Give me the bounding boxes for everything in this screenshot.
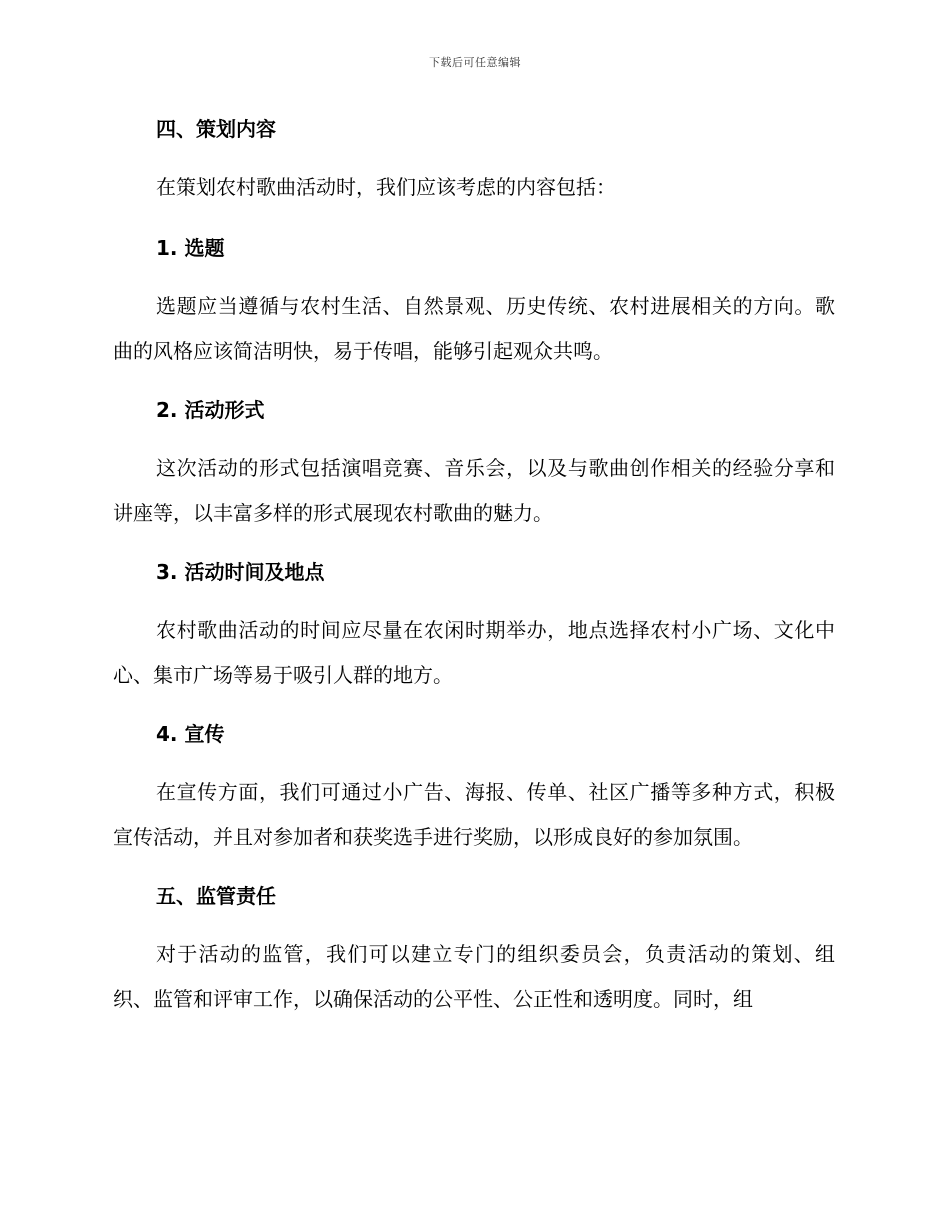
- supervision-paragraph: 对于活动的监管，我们可以建立专门的组织委员会，负责活动的策划、组织、监管和评审工作，以确保活动的公平性、公正性和透明度。同时，组: [113, 942, 835, 1011]
- section-heading-supervision: 五、监管责任: [156, 884, 276, 908]
- subheading-publicity: 4. 宣传: [156, 722, 225, 746]
- publicity-paragraph: 在宣传方面，我们可通过小广告、海报、传单、社区广播等多种方式，积极宣传活动，并且对参加者和获奖选手进行奖励，以形成良好的参加氛围。: [113, 780, 835, 849]
- activity-format-paragraph: 这次活动的形式包括演唱竞赛、音乐会，以及与歌曲创作相关的经验分享和讲座等，以丰富多样的形式展现农村歌曲的魅力。: [113, 456, 835, 525]
- page-header: 下载后可任意编辑: [429, 56, 521, 69]
- subheading-activity-format: 2. 活动形式: [156, 398, 265, 422]
- intro-paragraph: 在策划农村歌曲活动时，我们应该考虑的内容包括：: [156, 175, 616, 199]
- section-heading-planning-content: 四、策划内容: [156, 117, 276, 141]
- topic-paragraph: 选题应当遵循与农村生活、自然景观、历史传统、农村进展相关的方向。歌曲的风格应该简洁明快，易于传唱，能够引起观众共鸣。: [113, 294, 835, 363]
- time-location-paragraph: 农村歌曲活动的时间应尽量在农闲时期举办，地点选择农村小广场、文化中心、集市广场等易于吸引人群的地方。: [113, 618, 835, 687]
- subheading-topic: 1. 选题: [156, 236, 225, 260]
- document-body: [113, 113, 835, 1042]
- subheading-time-location: 3. 活动时间及地点: [156, 560, 325, 584]
